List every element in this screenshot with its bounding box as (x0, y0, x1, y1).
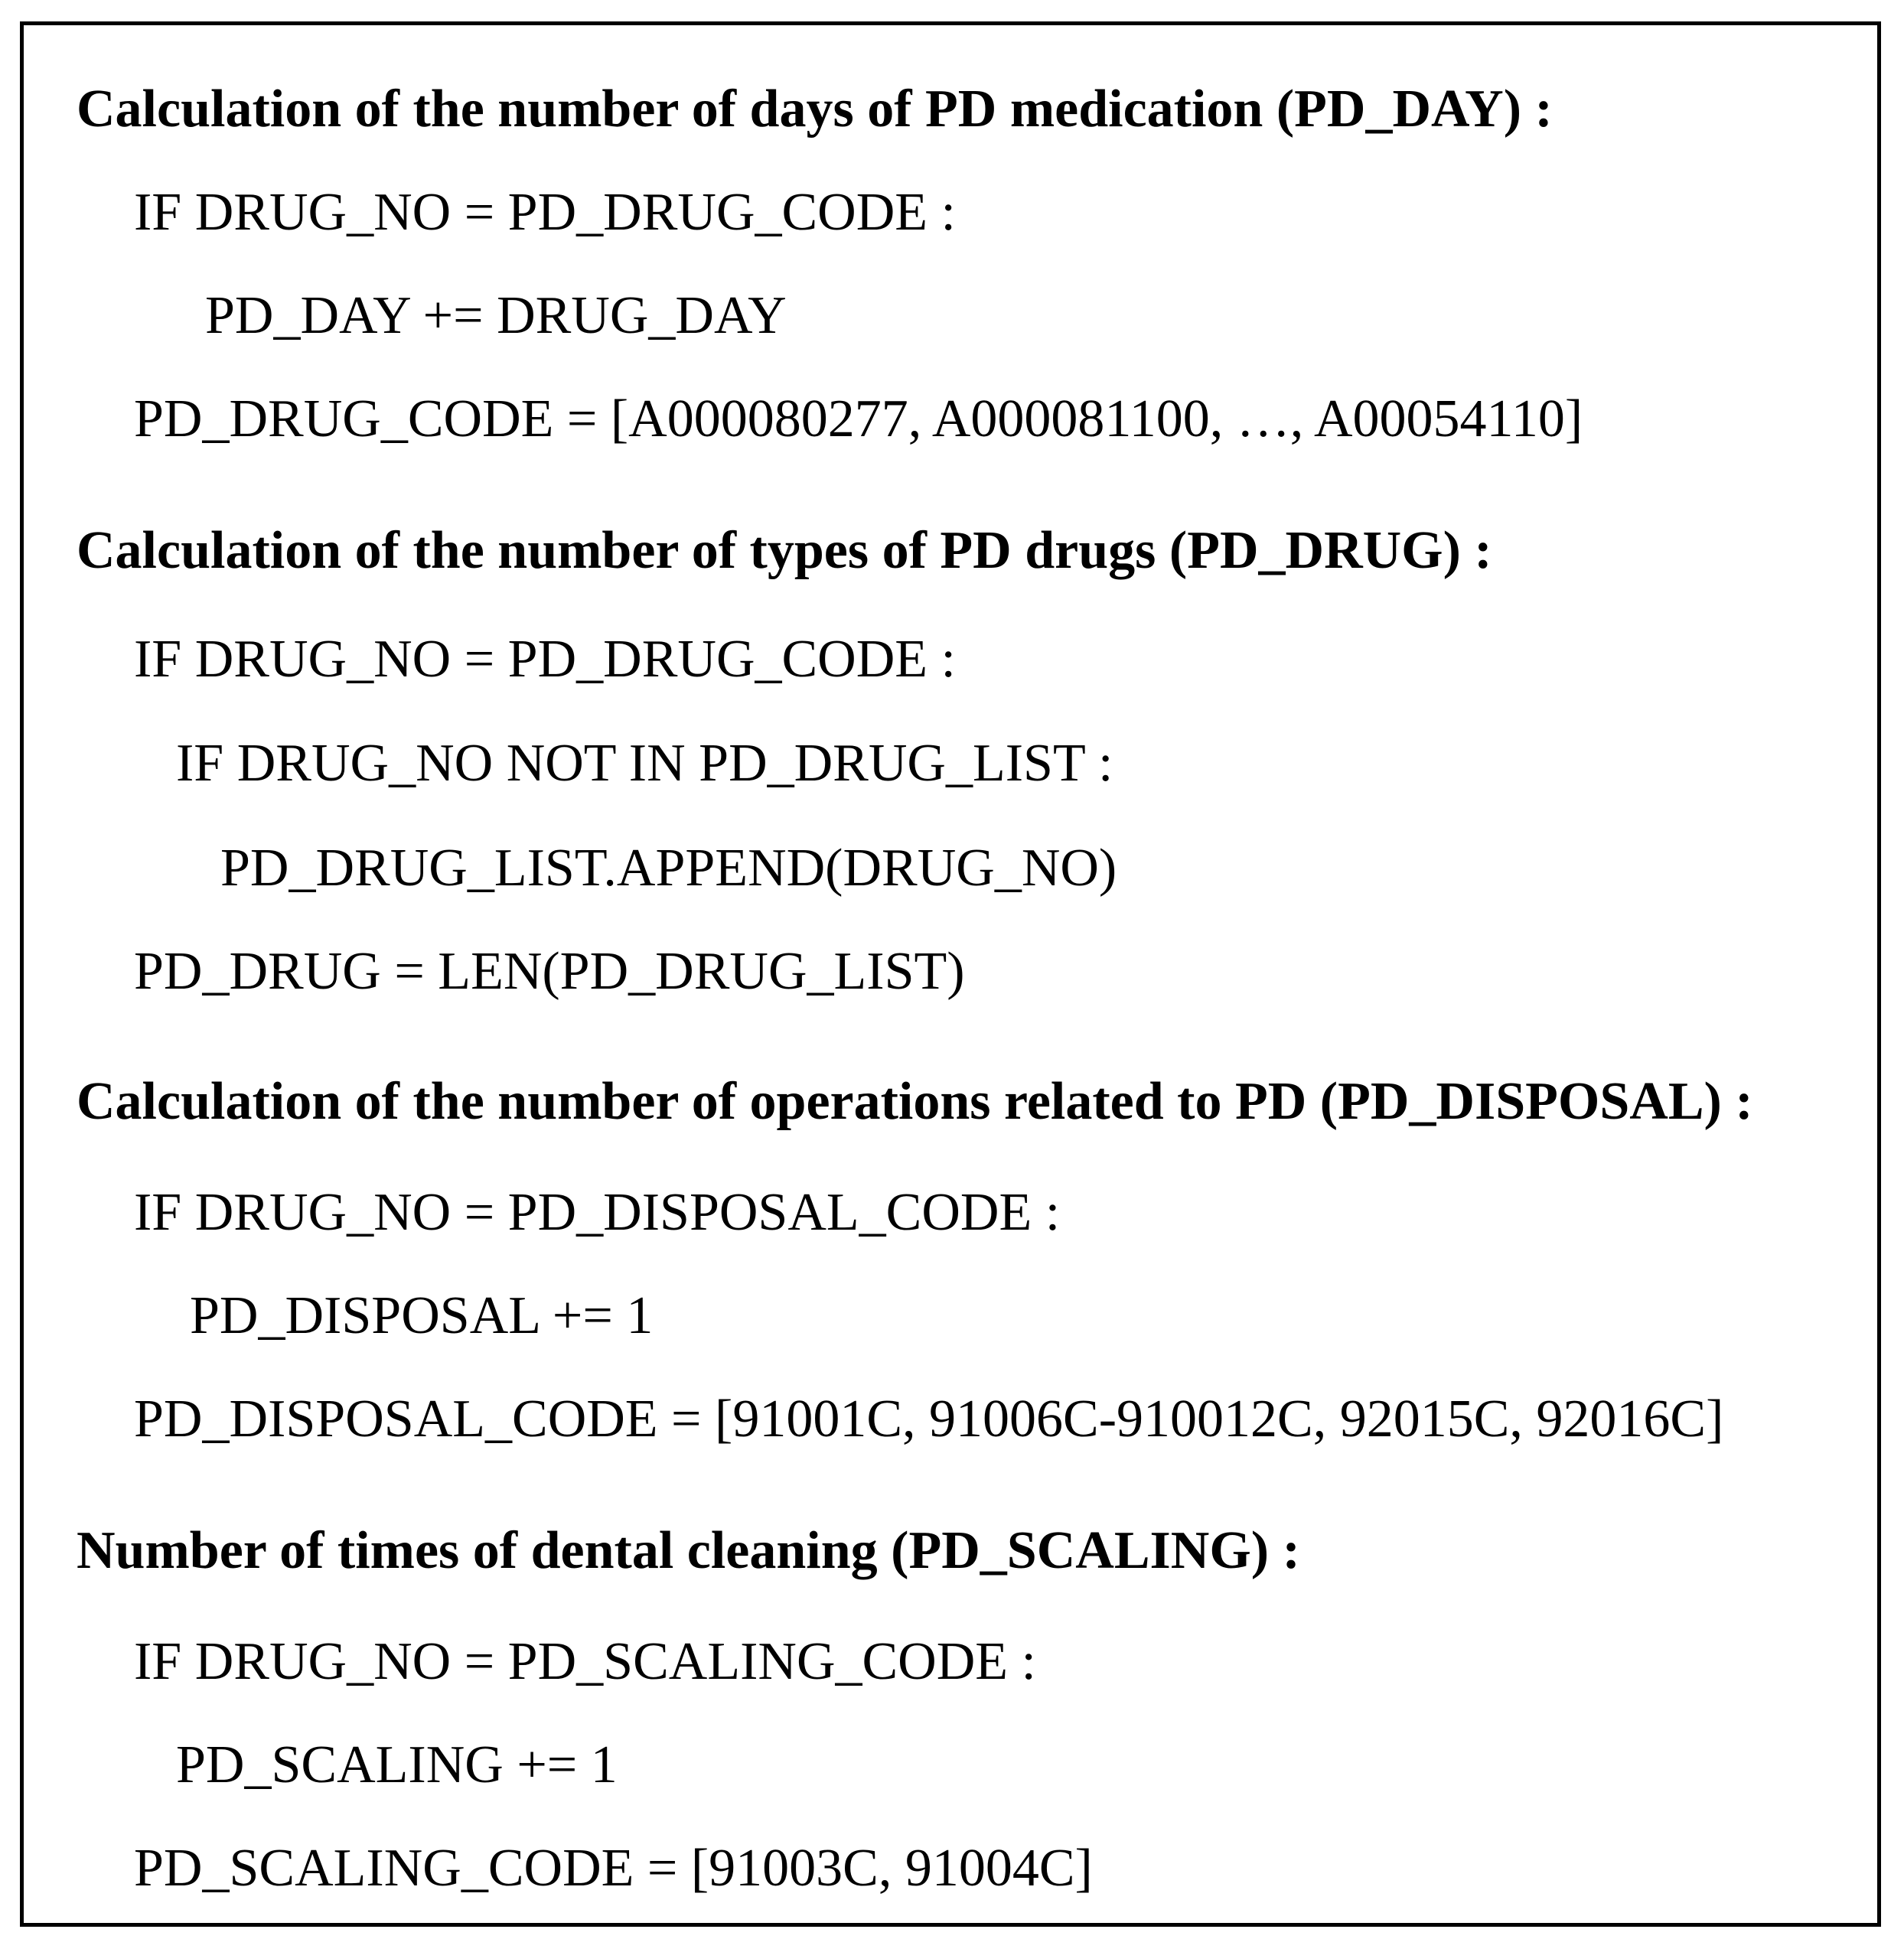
code-line: IF DRUG_NO = PD_DRUG_CODE : (134, 630, 956, 689)
section-heading-pd-scaling: Number of times of dental cleaning (PD_SCALING) : (77, 1521, 1300, 1580)
code-line: IF DRUG_NO = PD_DISPOSAL_CODE : (134, 1183, 1061, 1242)
code-line: PD_DRUG = LEN(PD_DRUG_LIST) (134, 942, 965, 1001)
code-line: PD_SCALING_CODE = [91003C, 91004C] (134, 1839, 1093, 1898)
code-line: IF DRUG_NO NOT IN PD_DRUG_LIST : (176, 734, 1113, 793)
code-line: PD_DRUG_LIST.APPEND(DRUG_NO) (220, 839, 1117, 898)
code-line: PD_DISPOSAL += 1 (190, 1286, 654, 1345)
section-heading-pd-disposal: Calculation of the number of operations related to PD (PD_DISPOSAL) : (77, 1072, 1753, 1131)
code-line: PD_DRUG_CODE = [A000080277, A000081100, …, A00054110] (134, 389, 1583, 448)
section-heading-pd-day: Calculation of the number of days of PD medication (PD_DAY) : (77, 80, 1553, 138)
code-line: PD_DISPOSAL_CODE = [91001C, 91006C-910012C, 92015C, 92016C] (134, 1390, 1724, 1449)
section-heading-pd-drug: Calculation of the number of types of PD drugs (PD_DRUG) : (77, 521, 1492, 580)
code-line: IF DRUG_NO = PD_SCALING_CODE : (134, 1632, 1036, 1691)
code-line: PD_DAY += DRUG_DAY (205, 286, 787, 345)
code-line: IF DRUG_NO = PD_DRUG_CODE : (134, 183, 956, 242)
code-line: PD_SCALING += 1 (176, 1735, 618, 1794)
